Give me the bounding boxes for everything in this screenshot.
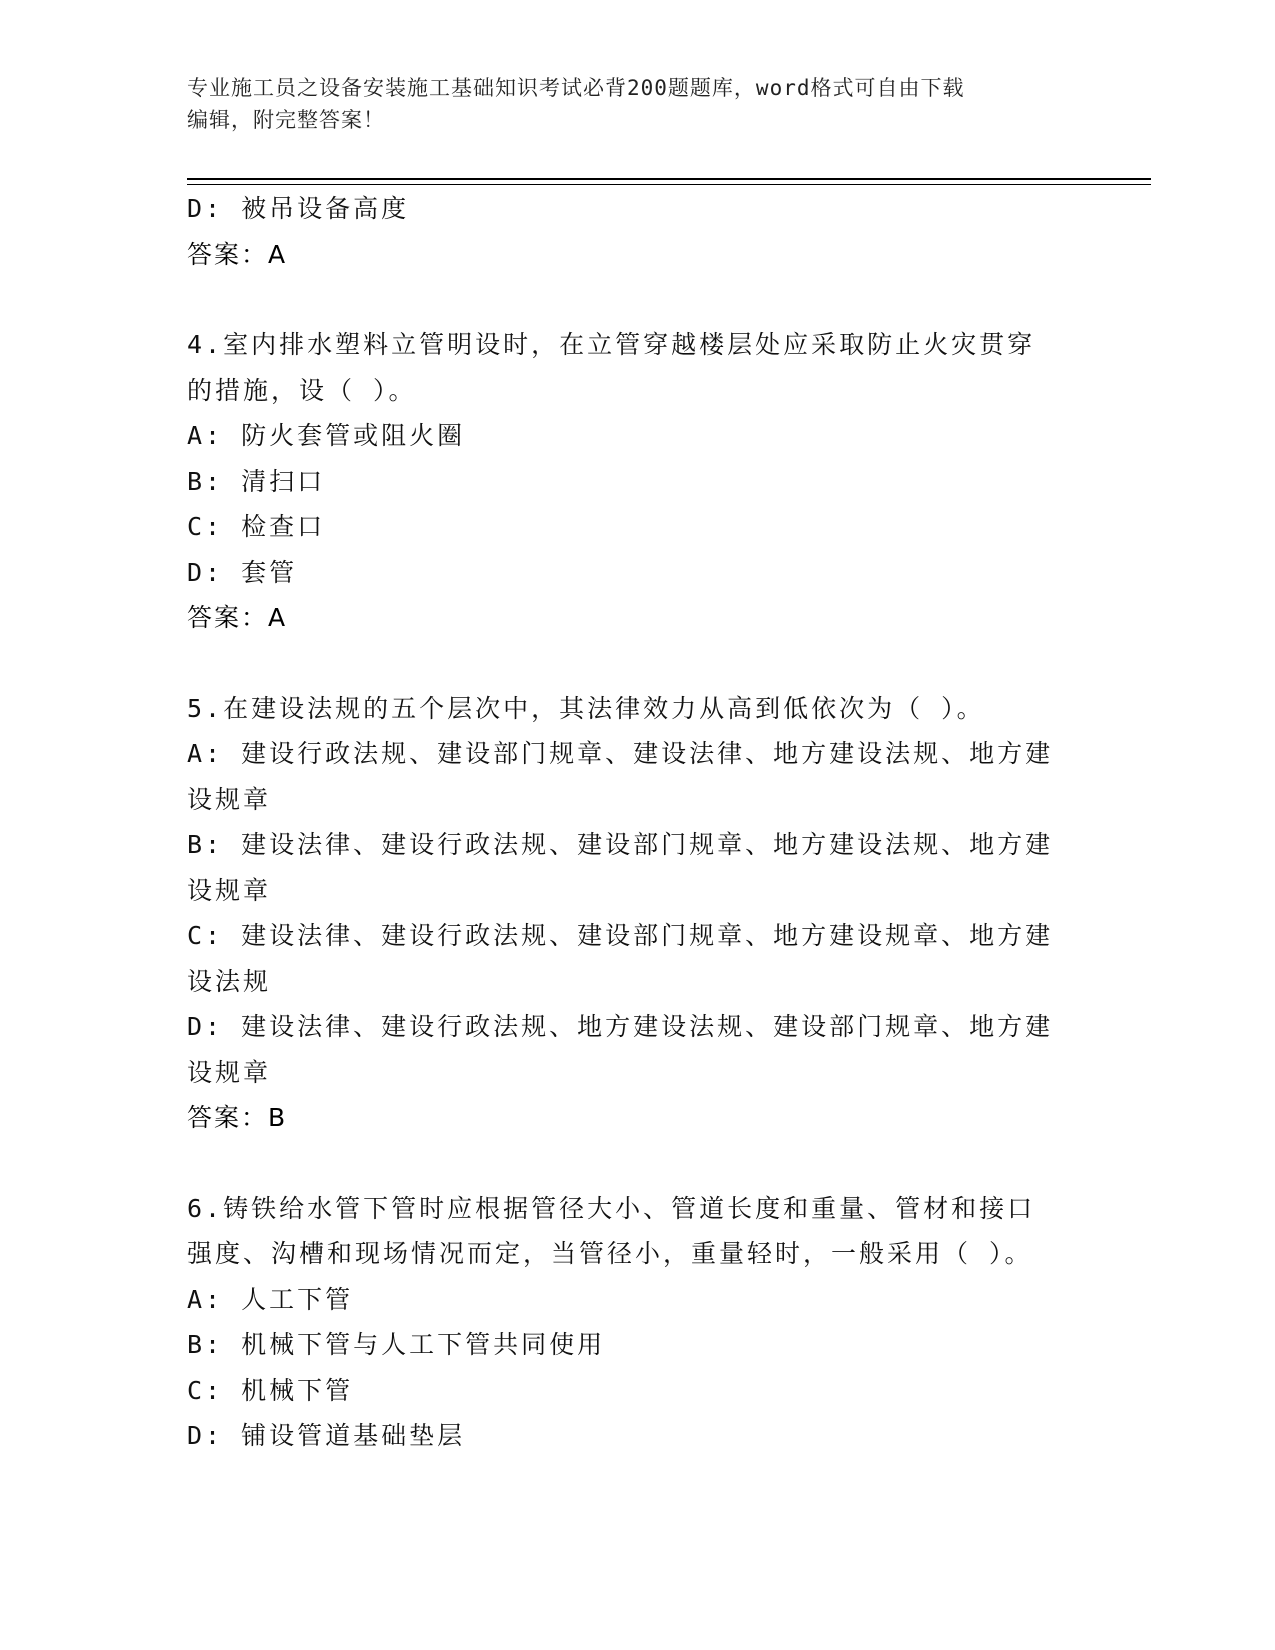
question-stem: 5.在建设法规的五个层次中，其法律效力从高到低依次为（ ）。 — [187, 693, 985, 723]
question-stem-cont: 强度、沟槽和现场情况而定，当管径小，重量轻时，一般采用（ ）。 — [187, 1239, 1033, 1268]
option-a: A: 人工下管 — [187, 1284, 354, 1314]
answer-label: 答案：A — [187, 603, 288, 632]
question-5 — [187, 686, 1067, 1141]
header-title-line1: 专业施工员之设备安装施工基础知识考试必背200题题库，word格式可自由下载 — [187, 76, 965, 100]
option-c-cont: 设法规 — [187, 966, 272, 996]
option-d: D: 套管 — [187, 557, 298, 587]
option-d-cont: 设规章 — [187, 1057, 272, 1087]
question-stem-cont: 的措施，设（ ）。 — [187, 375, 417, 405]
option-b: B: 建设法律、建设行政法规、建设部门规章、地方建设法规、地方建 — [187, 830, 1054, 859]
question-stem: 6.铸铁给水管下管时应根据管径大小、管道长度和重量、管材和接口 — [187, 1193, 1036, 1223]
option-c: C: 机械下管 — [187, 1375, 354, 1405]
header-rule-thick — [187, 178, 1151, 180]
spacer — [187, 277, 1067, 322]
header-rule-thin — [187, 184, 1151, 185]
answer-label: 答案：B — [187, 1103, 288, 1132]
option-c: C: 检查口 — [187, 512, 326, 541]
spacer — [187, 1141, 1067, 1186]
answer-label: 答案：A — [187, 239, 288, 269]
option-b-cont: 设规章 — [187, 875, 272, 905]
page-header — [187, 72, 1067, 136]
option-b: B: 清扫口 — [187, 466, 326, 496]
question-list — [187, 186, 1067, 1459]
spacer — [187, 641, 1067, 686]
option-a-cont: 设规章 — [187, 784, 272, 814]
question-6 — [187, 1186, 1067, 1459]
option-c: C: 建设法律、建设行政法规、建设部门规章、地方建设规章、地方建 — [187, 921, 1054, 950]
option-a: A: 建设行政法规、建设部门规章、建设法律、地方建设法规、地方建 — [187, 739, 1054, 768]
option-d: D: 建设法律、建设行政法规、地方建设法规、建设部门规章、地方建 — [187, 1012, 1054, 1041]
option-d: D: 铺设管道基础垫层 — [187, 1421, 466, 1450]
option-a: A: 防火套管或阻火圈 — [187, 421, 466, 450]
option-b: B: 机械下管与人工下管共同使用 — [187, 1330, 606, 1359]
header-title-line2: 编辑，附完整答案！ — [187, 108, 385, 132]
question-4 — [187, 322, 1067, 641]
option-d: D: 被吊设备高度 — [187, 194, 410, 223]
question-stem: 4.室内排水塑料立管明设时，在立管穿越楼层处应采取防止火灾贯穿 — [187, 330, 1036, 359]
question-3 — [187, 186, 1067, 277]
